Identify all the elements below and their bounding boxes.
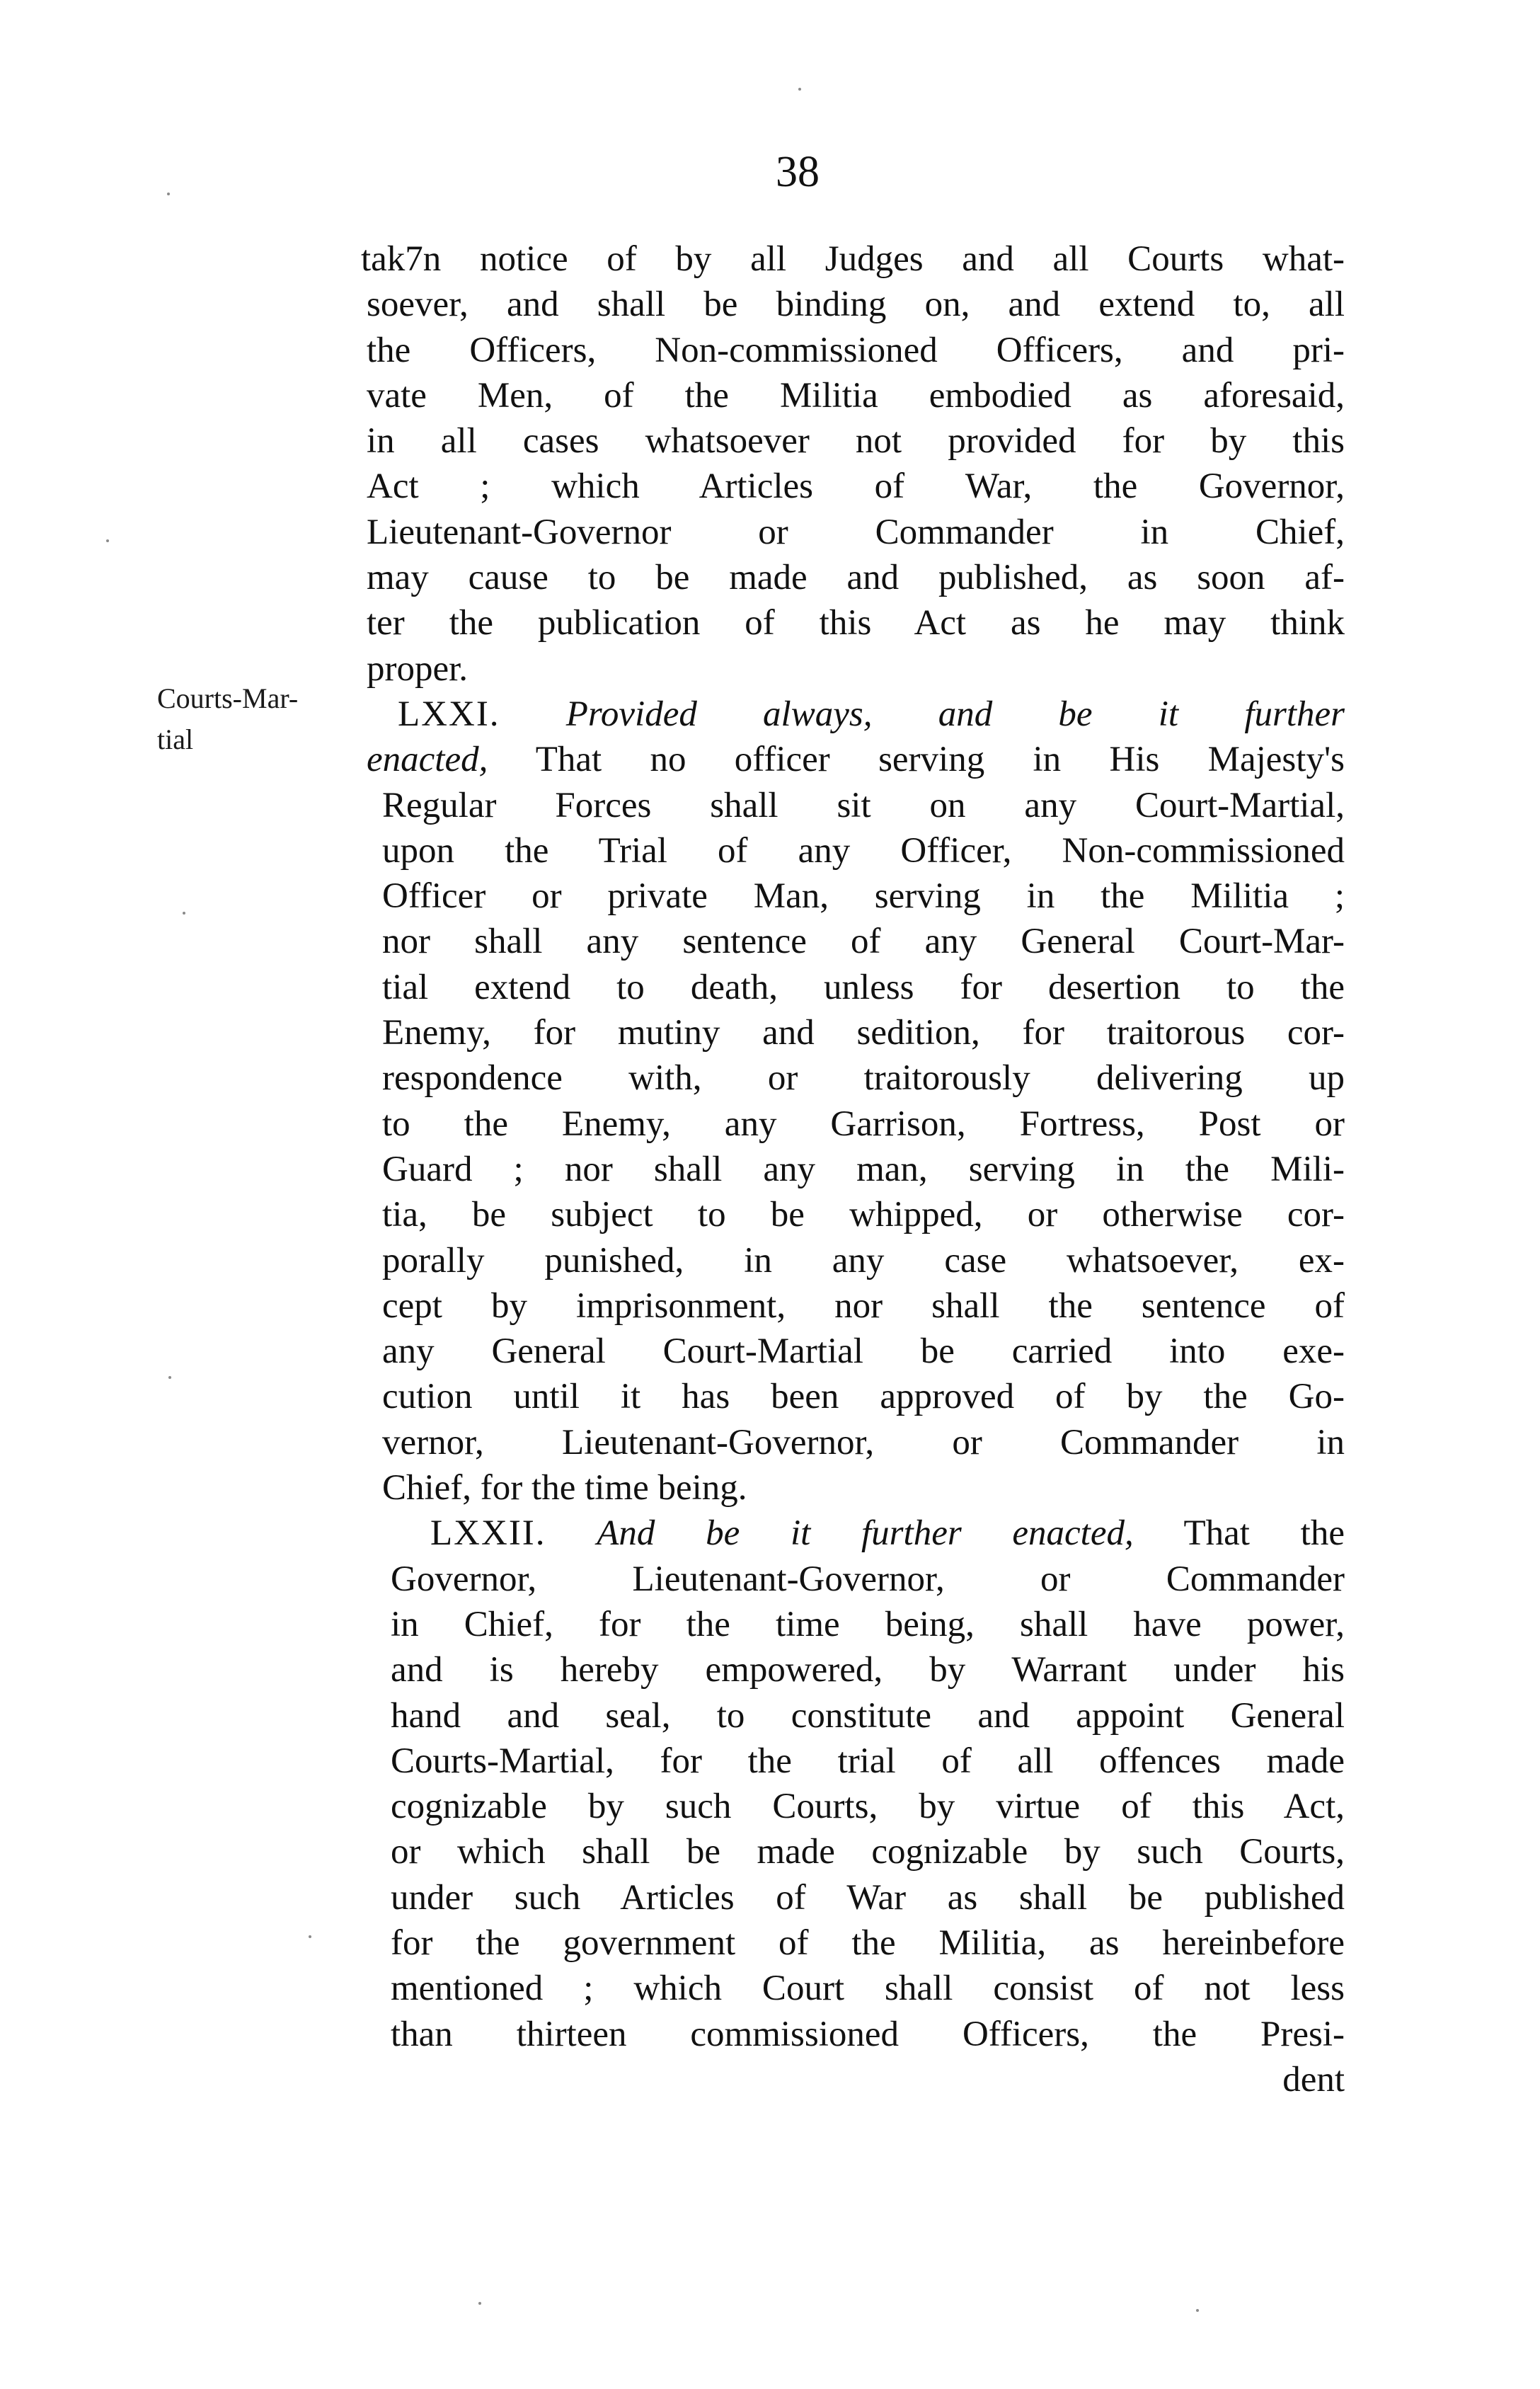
text-line: respondence with, or traitorously delivering up [382, 1058, 1345, 1099]
section-number: LXXII. [430, 1513, 546, 1554]
text-line: for the government of the Militia, as hereinbefore [391, 1923, 1345, 1963]
text-line: to the Enemy, any Garrison, Fortress, Post or [382, 1104, 1345, 1144]
text-line: nor shall any sentence of any General Court-Mar- [382, 922, 1345, 962]
print-speck [798, 88, 801, 91]
print-speck [106, 539, 109, 542]
text-line: ter the publication of this Act as he may think [367, 603, 1345, 643]
text-line: Regular Forces shall sit on any Court-Martial, [382, 785, 1345, 825]
text-line: hand and seal, to constitute and appoint General [391, 1695, 1345, 1736]
text-line: and is hereby empowered, by Warrant under his [391, 1650, 1345, 1690]
text-fragment: That the [1183, 1513, 1345, 1554]
text-fragment: That no officer serving in His Majesty's [535, 740, 1345, 780]
section-heading-lxxi [398, 692, 1345, 737]
text-line: porally punished, in any case whatsoever, ex- [382, 1240, 1345, 1281]
print-speck [183, 912, 185, 915]
text-line: Governor, Lieutenant-Governor, or Commander [391, 1559, 1345, 1599]
text-line: tia, be subject to be whipped, or otherwise cor- [382, 1195, 1345, 1235]
text-line: soever, and shall be binding on, and extend to, all [367, 285, 1345, 325]
page-number: 38 [776, 148, 820, 196]
text-line: Act ; which Articles of War, the Governor, [367, 466, 1345, 507]
margin-note-line: Courts-Mar- [157, 682, 299, 714]
body-text [361, 236, 1345, 2102]
print-speck [168, 1376, 171, 1379]
print-speck [309, 1935, 311, 1938]
text-line: Guard ; nor shall any man, serving in the Mili- [382, 1149, 1345, 1189]
text-line: upon the Trial of any Officer, Non-commissioned [382, 830, 1345, 871]
text-line: Officer or private Man, serving in the Militia ; [382, 876, 1345, 917]
margin-note-line: tial [157, 723, 194, 755]
text-line: in all cases whatsoever not provided for by this [367, 421, 1345, 462]
text-line: than thirteen commissioned Officers, the Presi- [391, 2014, 1345, 2054]
enacting-clause: Provided always, and be it further [565, 694, 1345, 734]
text-line: or which shall be made cognizable by such Courts, [391, 1832, 1345, 1872]
section-number: LXXI. [398, 694, 500, 734]
enacting-clause: enacted, [367, 740, 488, 780]
text-line: may cause to be made and published, as soon af- [367, 558, 1345, 598]
text-line: cution until it has been approved of by the Go- [382, 1377, 1345, 1417]
text-line: tak7n notice of by all Judges and all Courts what- [361, 239, 1345, 279]
text-line: Chief, for the time being. [382, 1468, 747, 1508]
text-line [367, 737, 1345, 782]
text-line: Enemy, for mutiny and sedition, for traitorous cor- [382, 1013, 1345, 1053]
text-line: vernor, Lieutenant-Governor, or Commander in [382, 1422, 1345, 1462]
text-line: proper. [367, 648, 469, 689]
text-line: under such Articles of War as shall be published [391, 1877, 1345, 1918]
enacting-clause: And be it further enacted, [597, 1513, 1134, 1554]
text-line: any General Court-Martial be carried into exe- [382, 1331, 1345, 1372]
text-line: Courts-Martial, for the trial of all offences made [391, 1741, 1345, 1781]
text-line: in Chief, for the time being, shall have power, [391, 1604, 1345, 1644]
catchword: dent [1282, 2059, 1345, 2099]
print-speck [167, 193, 170, 195]
text-line: cognizable by such Courts, by virtue of this Act, [391, 1787, 1345, 1827]
text-line: vate Men, of the Militia embodied as aforesaid, [367, 375, 1345, 416]
text-line: mentioned ; which Court shall consist of not less [391, 1969, 1345, 2009]
print-speck [1196, 2309, 1199, 2312]
section-heading-lxxii [430, 1511, 1345, 1556]
text-line: tial extend to death, unless for desertion to the [382, 967, 1345, 1007]
text-line: cept by imprisonment, nor shall the sentence of [382, 1285, 1345, 1326]
text-line: Lieutenant-Governor or Commander in Chief, [367, 512, 1345, 552]
print-speck [478, 2302, 481, 2305]
text-line: the Officers, Non-commissioned Officers, and pri- [367, 330, 1345, 370]
